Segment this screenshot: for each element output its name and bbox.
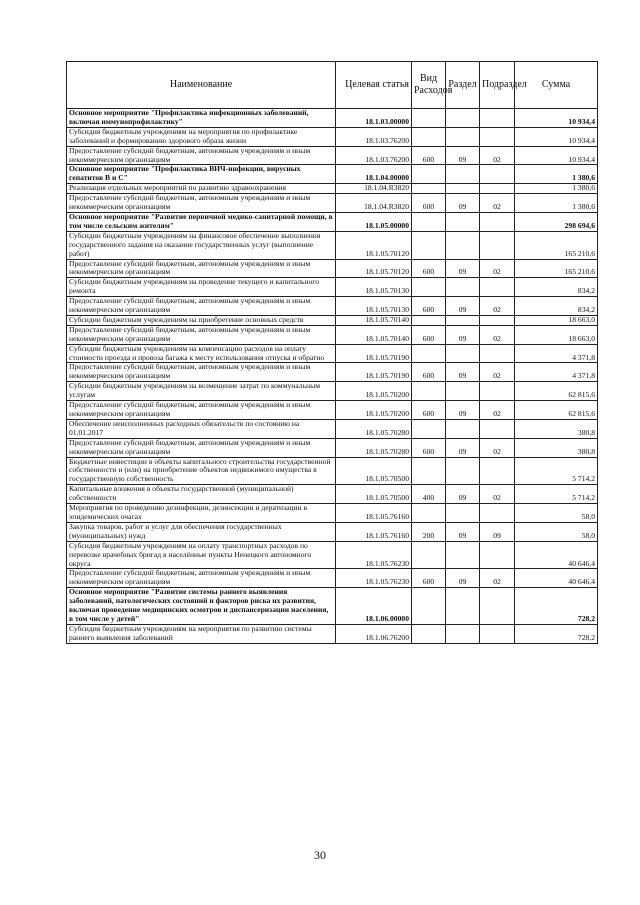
- cell-expense-type: [412, 127, 446, 146]
- cell-code: 18.1.05.70280: [336, 419, 412, 438]
- cell-code: 18.1.03.76200: [336, 127, 412, 146]
- cell-section: [446, 231, 480, 259]
- header-code: Целевая статья: [336, 62, 412, 109]
- cell-code: 18.1.03.00000: [336, 109, 412, 128]
- header-name: Наименование: [67, 62, 336, 109]
- cell-amount: 380,8: [515, 438, 598, 457]
- cell-amount: 18 663,0: [515, 315, 598, 325]
- cell-amount: 58,0: [515, 504, 598, 523]
- table-row: [67, 297, 598, 316]
- cell-section: 09: [446, 194, 480, 213]
- table-body: [67, 109, 598, 644]
- cell-code: 18.1.05.70120: [336, 259, 412, 278]
- cell-name: Предоставление субсидий бюджетным, автономным учреждениям и иным некоммерческим организациям: [67, 259, 336, 278]
- cell-section: [446, 382, 480, 401]
- cell-section: [446, 624, 480, 643]
- cell-section: [446, 457, 480, 485]
- cell-expense-type: [412, 382, 446, 401]
- cell-expense-type: [412, 624, 446, 643]
- cell-expense-type: [412, 588, 446, 625]
- cell-name: Обеспечение неисполненных расходных обязательств по состоянию на 01.01.2017: [67, 419, 336, 438]
- cell-subsection: [480, 315, 515, 325]
- table-row: [67, 485, 598, 504]
- cell-subsection: [480, 184, 515, 194]
- cell-amount: 10 934,4: [515, 146, 598, 165]
- cell-subsection: [480, 109, 515, 128]
- cell-code: 18.1.06.00000: [336, 588, 412, 625]
- cell-amount: 165 210,6: [515, 259, 598, 278]
- table-row-major: [67, 588, 598, 625]
- cell-expense-type: [412, 278, 446, 297]
- cell-section: 09: [446, 438, 480, 457]
- cell-expense-type: [412, 315, 446, 325]
- table-row: [67, 344, 598, 363]
- cell-name: Основное мероприятие "Профилактика ВИЧ-инфекции, вирусных гепатитов В и С": [67, 165, 336, 184]
- header-subsection: Подраздел: [480, 62, 515, 109]
- cell-section: 09: [446, 522, 480, 541]
- cell-name: Субсидии бюджетным учреждениям на приобретение основных средств: [67, 315, 336, 325]
- cell-amount: 298 694,6: [515, 212, 598, 231]
- cell-amount: 4 371,8: [515, 363, 598, 382]
- cell-name: Предоставление субсидий бюджетным, автономным учреждениям и иным некоммерческим организациям: [67, 401, 336, 420]
- cell-code: 18.1.05.70190: [336, 363, 412, 382]
- table-row-major: [67, 165, 598, 184]
- cell-code: 18.1.05.70200: [336, 382, 412, 401]
- cell-subsection: 02: [480, 401, 515, 420]
- cell-code: 18.1.05.76160: [336, 522, 412, 541]
- cell-section: 09: [446, 401, 480, 420]
- cell-expense-type: [412, 231, 446, 259]
- table-row: [67, 569, 598, 588]
- cell-subsection: [480, 165, 515, 184]
- cell-name: Предоставление субсидий бюджетным, автономным учреждениям и иным некоммерческим организациям: [67, 325, 336, 344]
- cell-subsection: [480, 419, 515, 438]
- cell-expense-type: 400: [412, 485, 446, 504]
- table-row: [67, 231, 598, 259]
- table-row: [67, 624, 598, 643]
- cell-subsection: 02: [480, 363, 515, 382]
- cell-code: 18.1.04.R3820: [336, 194, 412, 213]
- header-amount: Сумма: [515, 62, 598, 109]
- cell-amount: 62 815,6: [515, 382, 598, 401]
- cell-subsection: [480, 127, 515, 146]
- cell-subsection: [480, 278, 515, 297]
- cell-name: Основное мероприятие "Развитие системы раннего выявления заболеваний, патологических состояний и факторов риска их развития, включая проведение медицинских осмотров и диспансеризации населения, в том числе у детей": [67, 588, 336, 625]
- cell-code: 18.1.05.70140: [336, 325, 412, 344]
- cell-name: Субсидии бюджетным учреждениям на компенсацию расходов на оплату стоимости проезда и провоза багажа к месту использования отпуска и обратно: [67, 344, 336, 363]
- table-row: [67, 278, 598, 297]
- cell-code: 18.1.06.76200: [336, 624, 412, 643]
- cell-section: [446, 127, 480, 146]
- cell-amount: 380,8: [515, 419, 598, 438]
- cell-name: Субсидия бюджетным учреждениям на мероприятия по профилактике заболеваний и формированию здорового образа жизни: [67, 127, 336, 146]
- cell-code: 18.1.05.70500: [336, 457, 412, 485]
- table-row: [67, 325, 598, 344]
- cell-section: 09: [446, 363, 480, 382]
- cell-code: 18.1.05.70120: [336, 231, 412, 259]
- cell-expense-type: 600: [412, 325, 446, 344]
- cell-expense-type: 600: [412, 146, 446, 165]
- cell-name: Субсидии бюджетным учреждениям на финансовое обеспечение выполнения государственного задания на оказание государственных услуг (выполнение работ): [67, 231, 336, 259]
- cell-code: 18.1.03.76200: [336, 146, 412, 165]
- table-row-major: [67, 212, 598, 231]
- cell-amount: 165 210,6: [515, 231, 598, 259]
- cell-expense-type: 600: [412, 438, 446, 457]
- header-section: Раздел: [446, 62, 480, 109]
- table-row: [67, 363, 598, 382]
- cell-subsection: [480, 231, 515, 259]
- cell-expense-type: 600: [412, 401, 446, 420]
- cell-expense-type: 600: [412, 194, 446, 213]
- cell-amount: 728,2: [515, 624, 598, 643]
- cell-amount: 10 934,4: [515, 109, 598, 128]
- cell-amount: 834,2: [515, 297, 598, 316]
- cell-subsection: [480, 588, 515, 625]
- cell-section: 09: [446, 325, 480, 344]
- cell-section: [446, 165, 480, 184]
- table-row: [67, 127, 598, 146]
- cell-amount: 1 380,6: [515, 194, 598, 213]
- cell-subsection: [480, 344, 515, 363]
- cell-name: Основное мероприятие "Развитие первичной медико-санитарной помощи, в том числе сельским жителям": [67, 212, 336, 231]
- cell-expense-type: [412, 419, 446, 438]
- cell-section: 09: [446, 485, 480, 504]
- cell-subsection: 02: [480, 325, 515, 344]
- cell-section: [446, 315, 480, 325]
- cell-amount: 18 663,0: [515, 325, 598, 344]
- cell-section: [446, 419, 480, 438]
- cell-name: Субсидия бюджетным учреждениям на мероприятия по развитию системы раннего выявления заболеваний: [67, 624, 336, 643]
- cell-name: Предоставление субсидий бюджетным, автономным учреждениям и иным некоммерческим организациям: [67, 438, 336, 457]
- cell-subsection: [480, 457, 515, 485]
- cell-name: Основное мероприятие "Профилактика инфекционных заболеваний, включая иммунопрофилактику": [67, 109, 336, 128]
- cell-name: Бюджетные инвестиции в объекты капитального строительства государственной собственности и (или) на приобретение объектов недвижимого имущества в государственную собственность: [67, 457, 336, 485]
- cell-expense-type: [412, 212, 446, 231]
- table-row: [67, 438, 598, 457]
- table-row: [67, 382, 598, 401]
- cell-name: Субсидия бюджетным учреждениям на оплату транспортных расходов по перевозке врачебных бригад в населённые пункты Ненецкого автономного округа: [67, 541, 336, 569]
- cell-subsection: [480, 504, 515, 523]
- cell-subsection: [480, 624, 515, 643]
- cell-expense-type: [412, 184, 446, 194]
- cell-code: 18.1.05.70140: [336, 315, 412, 325]
- cell-code: 18.1.05.70190: [336, 344, 412, 363]
- table-row: [67, 259, 598, 278]
- cell-name: Предоставление субсидий бюджетным, автономным учреждениям и иным некоммерческим организациям: [67, 297, 336, 316]
- cell-name: Мероприятия по проведению дезинфекции, дезинсекции и дератизации в эпидемических очагах: [67, 504, 336, 523]
- cell-amount: 10 934,4: [515, 127, 598, 146]
- cell-subsection: 02: [480, 297, 515, 316]
- cell-name: Капитальные вложения в объекты государственной (муниципальной) собственности: [67, 485, 336, 504]
- cell-section: [446, 504, 480, 523]
- cell-expense-type: [412, 457, 446, 485]
- cell-subsection: [480, 212, 515, 231]
- cell-expense-type: [412, 504, 446, 523]
- cell-section: [446, 278, 480, 297]
- cell-code: 18.1.05.70500: [336, 485, 412, 504]
- table-row: [67, 504, 598, 523]
- cell-amount: 5 714,2: [515, 485, 598, 504]
- cell-amount: 62 815,6: [515, 401, 598, 420]
- cell-amount: 40 646,4: [515, 569, 598, 588]
- cell-subsection: 09: [480, 522, 515, 541]
- table-row: [67, 522, 598, 541]
- cell-code: 18.1.05.70200: [336, 401, 412, 420]
- cell-amount: 1 380,6: [515, 165, 598, 184]
- cell-amount: 4 371,8: [515, 344, 598, 363]
- table-row: [67, 146, 598, 165]
- header-expense-type: Вид Расходов: [412, 62, 446, 109]
- cell-subsection: [480, 541, 515, 569]
- cell-subsection: [480, 382, 515, 401]
- table-row: [67, 457, 598, 485]
- cell-expense-type: 600: [412, 259, 446, 278]
- table-row: [67, 315, 598, 325]
- cell-expense-type: 600: [412, 297, 446, 316]
- table-row: [67, 541, 598, 569]
- header-row: [67, 62, 598, 109]
- cell-section: 09: [446, 146, 480, 165]
- cell-name: Субсидии бюджетным учреждениям на возмещение затрат по коммунальным услугам: [67, 382, 336, 401]
- cell-subsection: 02: [480, 569, 515, 588]
- cell-expense-type: [412, 109, 446, 128]
- table-row: [67, 419, 598, 438]
- cell-subsection: 02: [480, 259, 515, 278]
- cell-section: 09: [446, 569, 480, 588]
- cell-amount: 40 646,4: [515, 541, 598, 569]
- cell-code: 18.1.05.76230: [336, 541, 412, 569]
- page-number: 30: [314, 848, 326, 862]
- cell-expense-type: 600: [412, 569, 446, 588]
- cell-section: [446, 541, 480, 569]
- cell-name: Субсидии бюджетным учреждениям на проведение текущего и капитального ремонта: [67, 278, 336, 297]
- budget-table: [66, 61, 598, 644]
- cell-section: [446, 212, 480, 231]
- cell-amount: 1 380,6: [515, 184, 598, 194]
- cell-code: 18.1.05.76230: [336, 569, 412, 588]
- cell-expense-type: 600: [412, 363, 446, 382]
- cell-code: 18.1.05.70130: [336, 297, 412, 316]
- table-row: [67, 194, 598, 213]
- cell-expense-type: 200: [412, 522, 446, 541]
- cell-code: 18.1.05.70130: [336, 278, 412, 297]
- cell-code: 18.1.04.00000: [336, 165, 412, 184]
- cell-subsection: 02: [480, 485, 515, 504]
- cell-subsection: 02: [480, 146, 515, 165]
- cell-expense-type: [412, 165, 446, 184]
- cell-section: [446, 344, 480, 363]
- cell-name: Предоставление субсидий бюджетным, автономным учреждениям и иным некоммерческим организациям: [67, 194, 336, 213]
- cell-section: [446, 109, 480, 128]
- cell-code: 18.1.04.R3820: [336, 184, 412, 194]
- cell-amount: 5 714,2: [515, 457, 598, 485]
- table-row-major: [67, 109, 598, 128]
- cell-section: [446, 588, 480, 625]
- table-row: [67, 401, 598, 420]
- cell-section: 09: [446, 259, 480, 278]
- cell-subsection: 02: [480, 438, 515, 457]
- cell-amount: 834,2: [515, 278, 598, 297]
- cell-name: Закупка товаров, работ и услуг для обеспечения государственных (муниципальных) нужд: [67, 522, 336, 541]
- cell-name: Предоставление субсидий бюджетным, автономным учреждениям и иным некоммерческим организациям: [67, 569, 336, 588]
- cell-code: 18.1.05.00000: [336, 212, 412, 231]
- cell-code: 18.1.05.76160: [336, 504, 412, 523]
- cell-name: Предоставление субсидий бюджетным, автономным учреждениям и иным некоммерческим организациям: [67, 146, 336, 165]
- cell-name: Реализация отдельных мероприятий по развитию здравоохранения: [67, 184, 336, 194]
- cell-expense-type: [412, 344, 446, 363]
- cell-amount: 58,0: [515, 522, 598, 541]
- table-row: [67, 184, 598, 194]
- cell-section: 09: [446, 297, 480, 316]
- cell-expense-type: [412, 541, 446, 569]
- cell-subsection: 02: [480, 194, 515, 213]
- cell-name: Предоставление субсидий бюджетным, автономным учреждениям и иным некоммерческим организациям: [67, 363, 336, 382]
- cell-amount: 728,2: [515, 588, 598, 625]
- cell-section: [446, 184, 480, 194]
- cell-code: 18.1.05.70280: [336, 438, 412, 457]
